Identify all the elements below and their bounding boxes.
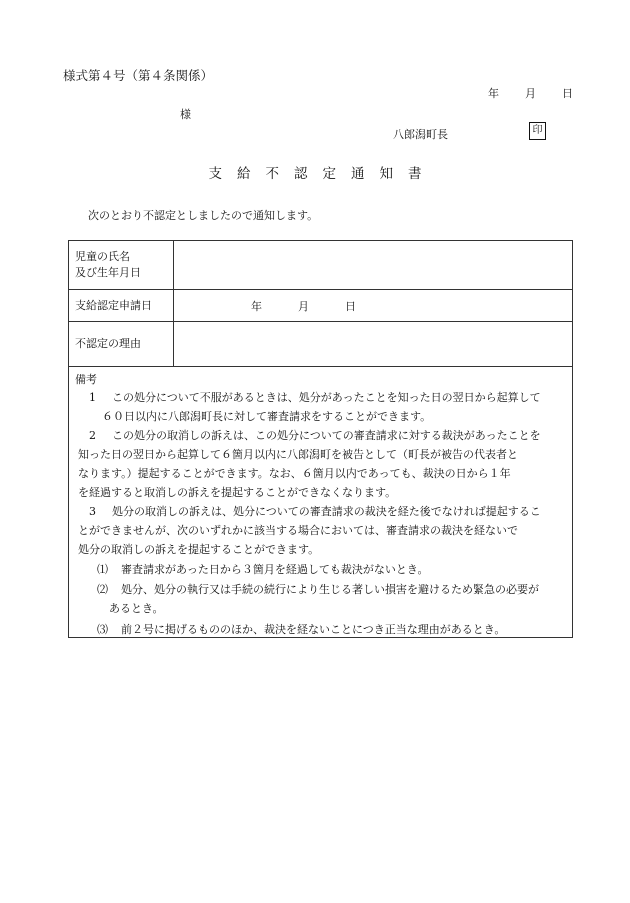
date-year-label: 年 [488, 87, 499, 100]
reason-label [69, 322, 174, 366]
sub-item-number: ⑶ [97, 623, 108, 636]
note-line: 処分の取消しの訴えを提起することができます。 [78, 543, 320, 556]
note-line: 処分の取消しの訴えは、処分についての審査請求の裁決を経た後でなければ提起するこ [112, 505, 541, 518]
note-line: ６０日以内に八郎潟町長に対して審査請求をすることができます。 [102, 410, 432, 423]
form-number: 様式第４号（第４条関係） [63, 68, 214, 83]
application-month-label: 月 [298, 299, 309, 313]
sub-item-line: 審査請求があった日から３箇月を経過しても裁決がないとき。 [121, 563, 429, 576]
note-number: 3 [89, 505, 96, 518]
seal-mark: 印 [529, 122, 546, 140]
sub-item-number: ⑵ [97, 583, 108, 596]
label-line: 支給認定申請日 [75, 298, 152, 312]
sub-item-line: あるとき。 [109, 602, 164, 615]
application-day-label: 日 [345, 299, 356, 313]
child-info-label [69, 241, 174, 289]
date-month-label: 月 [525, 87, 536, 100]
application-date-field[interactable] [174, 290, 572, 321]
issue-date [462, 85, 573, 101]
label-line: 及び生年月日 [75, 266, 141, 279]
table-row-application-date [69, 290, 572, 322]
note-line: この処分について不服があるときは、処分があったことを知った日の翌日から起算して [112, 391, 541, 404]
form-table [68, 240, 573, 638]
note-number: 1 [89, 391, 96, 404]
label-line: 児童の氏名 [75, 250, 130, 263]
intro-text: 次のとおり不認定としましたので通知します。 [88, 209, 319, 222]
note-line: を経過すると取消しの訴えを提起することができなくなります。 [78, 486, 397, 499]
sub-item-line: 前２号に掲げるもののほか、裁決を経ないことにつき正当な理由があるとき。 [121, 623, 506, 636]
document-title: 支給不認定通知書 [208, 166, 437, 182]
note-line: この処分の取消しの訴えは、この処分についての審査請求に対する裁決があったことを [112, 429, 541, 442]
application-year-label: 年 [251, 299, 262, 313]
table-row-reason [69, 322, 572, 367]
reason-field[interactable] [174, 322, 572, 366]
sub-item-line: 処分、処分の執行又は手続の続行により生じる著しい損害を避けるため緊急の必要が [121, 583, 539, 596]
date-day-label: 日 [562, 87, 573, 100]
note-line: とができませんが、次のいずれかに該当する場合においては、審査請求の裁決を経ないで [78, 524, 518, 537]
note-line: 知った日の翌日から起算して６箇月以内に八郎潟町を被告として（町長が被告の代表者と [78, 448, 518, 461]
note-number: 2 [89, 429, 96, 442]
sub-item-number: ⑴ [97, 563, 108, 576]
notes-title: 備考 [75, 373, 97, 386]
child-info-field[interactable] [174, 241, 572, 289]
issuer-name: 八郎潟町長 [393, 128, 448, 141]
note-line: なります。）提起することができます。なお、６箇月以内であっても、裁決の日から１年 [78, 467, 511, 480]
label-line: 不認定の理由 [75, 337, 141, 350]
addressee-suffix: 様 [180, 108, 191, 121]
application-date-label [69, 290, 174, 321]
table-row-child-info [69, 241, 572, 290]
